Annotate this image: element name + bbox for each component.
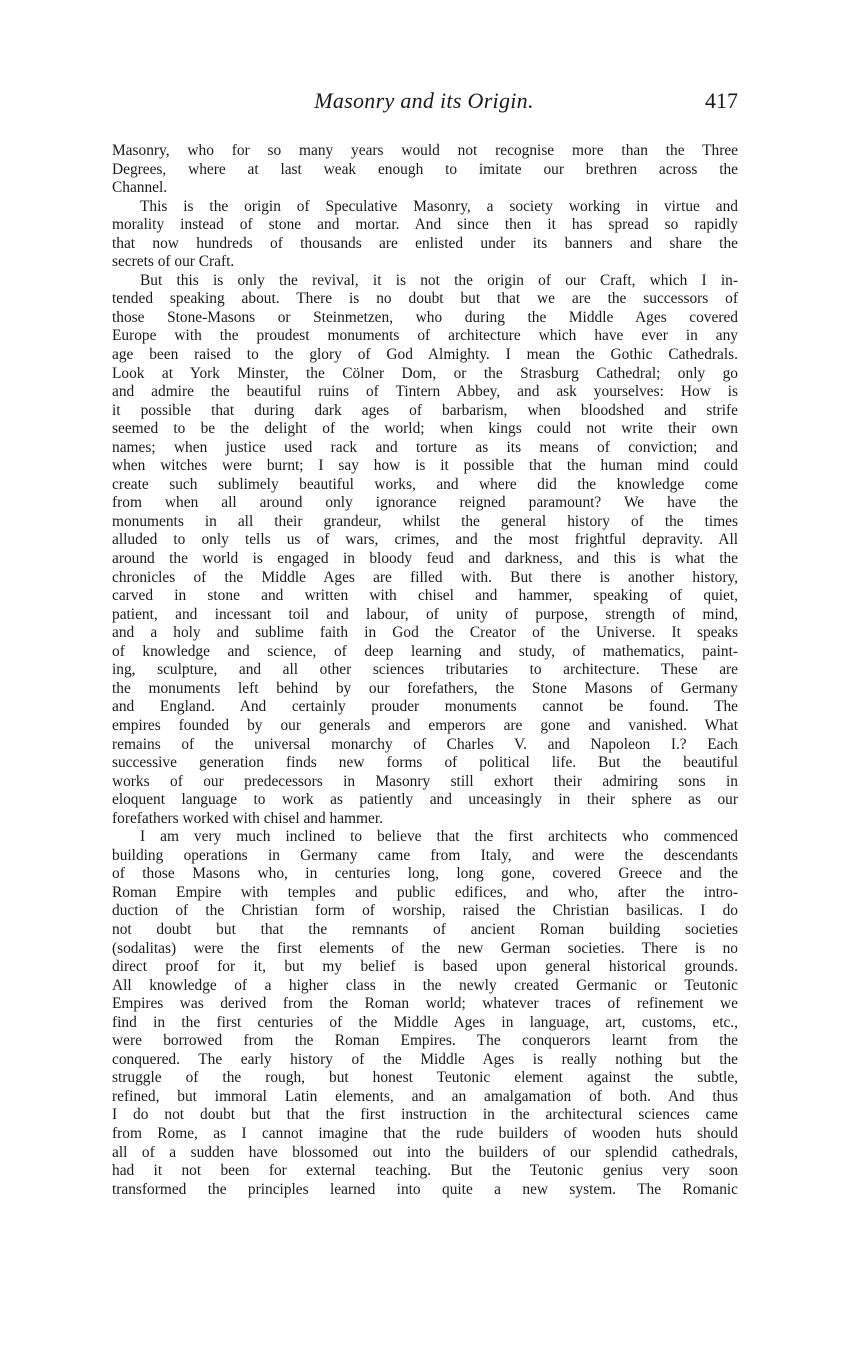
text-line: alluded to only tells us of wars, crimes, and the most frightful depravity. All <box>112 531 738 549</box>
text-line: from Rome, as I cannot imagine that the rude builders of wooden huts should <box>112 1124 738 1142</box>
text-line: all of a sudden have blossomed out into the builders of our splendid cathedrals, <box>112 1143 738 1161</box>
text-line: had it not been for external teaching. But the Teutonic genius very soon <box>112 1162 738 1180</box>
text-line: those Stone-Masons or Steinmetzen, who during the Middle Ages covered <box>112 308 738 326</box>
text-line: Masonry, who for so many years would not recognise more than the Three <box>112 142 738 159</box>
text-line: (sodalitas) were the first elements of the new German societies. There is no <box>112 939 738 957</box>
text-line: duction of the Christian form of worship, raised the Christian basilicas. I do <box>112 902 738 920</box>
text-line: when witches were burnt; I say how is it possible that the human mind could <box>112 457 738 475</box>
text-line: patient, and incessant toil and labour, of unity of purpose, strength of mind, <box>112 605 738 623</box>
text-line: of those Masons who, in centuries long, long gone, covered Greece and the <box>112 865 738 883</box>
text-line: successive generation finds new forms of political life. But the beautiful <box>112 754 738 772</box>
text-line: find in the first centuries of the Middle Ages in language, art, customs, etc., <box>112 1013 738 1031</box>
text-line: building operations in Germany came from Italy, and were the descendants <box>112 846 738 864</box>
text-line: chronicles of the Middle Ages are filled with. But there is another history, <box>112 568 738 586</box>
text-line: remains of the universal monarchy of Charles V. and Napoleon I.? Each <box>112 735 738 753</box>
text-line: tended speaking about. There is no doubt but that we are the successors of <box>112 290 738 308</box>
text-line: and a holy and sublime faith in God the Creator of the Universe. It speaks <box>112 624 738 642</box>
text-line: eloquent language to work as patiently and unceasingly in their sphere as our <box>112 791 738 809</box>
text-line: carved in stone and written with chisel and hammer, speaking of quiet, <box>112 587 738 605</box>
text-line: that now hundreds of thousands are enlisted under its banners and share the <box>112 234 738 252</box>
text-line: were borrowed from the Roman Empires. The conquerors learnt from the <box>112 1032 738 1050</box>
page-number: 417 <box>705 88 738 113</box>
text-line: secrets of our Craft. <box>112 253 235 271</box>
text-line: from when all around only ignorance reigned paramount? We have the <box>112 494 738 512</box>
text-line: not doubt but that the remnants of ancient Roman building societies <box>112 920 738 938</box>
text-line: the monuments left behind by our forefathers, the Stone Masons of Germany <box>112 679 738 697</box>
running-title: Masonry and its Origin. <box>314 88 534 113</box>
text-line: transformed the principles learned into quite a new system. The Romanic <box>112 1180 738 1198</box>
text-line: create such sublimely beautiful works, and where did the knowledge come <box>112 475 738 493</box>
text-line: of knowledge and science, of deep learning and study, of mathematics, paint- <box>112 642 738 660</box>
text-line: ing, sculpture, and all other sciences tributaries to architecture. These are <box>112 661 738 679</box>
text-line: Channel. <box>112 179 168 197</box>
text-line: refined, but immoral Latin elements, and an amalgamation of both. And thus <box>112 1087 738 1105</box>
text-line: it possible that during dark ages of barbarism, when bloodshed and strife <box>112 401 738 419</box>
text-line: forefathers worked with chisel and hammer. <box>112 809 383 827</box>
text-line: I am very much inclined to believe that the first architects who commenced <box>140 828 738 846</box>
text-line: struggle of the rough, but honest Teutonic element against the subtle, <box>112 1069 738 1087</box>
text-line: around the world is engaged in bloody feud and darkness, and this is what the <box>112 550 738 568</box>
text-line: and admire the beautiful ruins of Tintern Abbey, and ask yourselves: How is <box>112 383 738 401</box>
text-line: monuments in all their grandeur, whilst the general history of the times <box>112 512 738 530</box>
text-line: Look at York Minster, the Cölner Dom, or the Strasburg Cathedral; only go <box>112 364 738 382</box>
text-line: seemed to be the delight of the world; when kings could not write their own <box>112 420 738 438</box>
text-line: This is the origin of Speculative Masonry, a society working in virtue and <box>140 197 738 215</box>
text-line: names; when justice used rack and torture as its means of conviction; and <box>112 438 738 456</box>
text-line: All knowledge of a higher class in the newly created Germanic or Teutonic <box>112 976 738 994</box>
text-line: age been raised to the glory of God Almighty. I mean the Gothic Cathedrals. <box>112 346 738 364</box>
text-line: Roman Empire with temples and public edifices, and who, after the intro- <box>112 883 738 901</box>
text-line: conquered. The early history of the Middle Ages is really nothing but the <box>112 1050 738 1068</box>
text-line: Empires was derived from the Roman world; whatever traces of refinement we <box>112 995 738 1013</box>
text-line: direct proof for it, but my belief is based upon general historical grounds. <box>112 958 738 976</box>
running-head <box>110 88 738 122</box>
text-line: morality instead of stone and mortar. And since then it has spread so rapidly <box>112 216 738 234</box>
body-text <box>112 142 738 1199</box>
text-line: and England. And certainly prouder monuments cannot be found. The <box>112 698 738 716</box>
text-line: But this is only the revival, it is not the origin of our Craft, which I in- <box>140 271 738 289</box>
text-line: works of our predecessors in Masonry still exhort their admiring sons in <box>112 772 738 790</box>
text-line: Europe with the proudest monuments of architecture which have ever in any <box>112 327 738 345</box>
text-line: Degrees, where at last weak enough to imitate our brethren across the <box>112 160 738 178</box>
text-line: empires founded by our generals and emperors are gone and vanished. What <box>112 716 738 734</box>
text-line: I do not doubt but that the first instruction in the architectural sciences came <box>112 1106 738 1124</box>
